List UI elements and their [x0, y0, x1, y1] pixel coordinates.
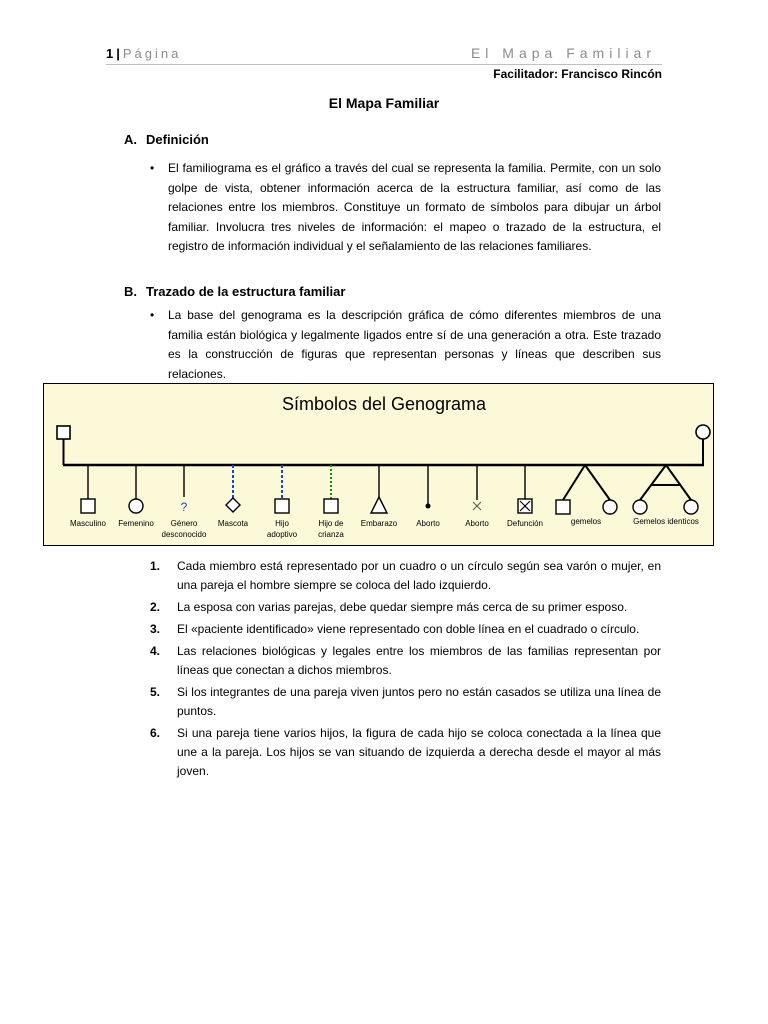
father-square-icon [57, 426, 70, 439]
female-circle-icon [129, 499, 143, 513]
section-a-bullet [150, 159, 661, 257]
label-adoptivo-line2: adoptivo [266, 530, 298, 539]
section-b-letter: B. [124, 284, 137, 299]
list-item-number: 2. [150, 600, 161, 614]
document-title: El Mapa Familiar [328, 95, 440, 111]
label-defuncion: Defunción [506, 519, 544, 528]
twins-branch-right [585, 465, 610, 500]
label-adoptivo-line1: Hijo [275, 519, 289, 528]
section-b-title: Trazado de la estructura familiar [146, 284, 346, 299]
list-item-number: 3. [150, 622, 161, 636]
identical-twin-circle-icon-left [633, 500, 647, 514]
list-item-text: La esposa con varias parejas, debe quedar siempre más cerca de su primer esposo. [177, 600, 628, 614]
identical-twins-branch-left [640, 465, 666, 500]
label-genero-line2: desconocido [161, 530, 207, 539]
list-item [150, 724, 661, 781]
label-embarazo: Embarazo [360, 519, 398, 528]
label-mascota: Mascota [217, 519, 249, 528]
list-item-text: Si una pareja tiene varios hijos, la figura de cada hijo se coloca conectada a la línea que une a la pareja. Los hijos se van situando de izquierda a derecha desde el mayor al más joven. [177, 726, 661, 778]
identical-twins-branch-right [666, 465, 691, 500]
list-item [150, 683, 661, 721]
unknown-gender-icon: ? [180, 500, 188, 514]
page-number: 1 [106, 46, 114, 61]
page-separator: | [116, 46, 120, 61]
label-aborto-1: Aborto [416, 519, 440, 528]
label-gemelos-identicos: Gemelos identicos [633, 517, 699, 526]
section-a-title: Definición [146, 132, 209, 147]
section-a-heading [124, 132, 209, 147]
section-a-letter: A. [124, 132, 137, 147]
list-item-text: Cada miembro está representado por un cuadro o un círculo según sea varón o mujer, en una pareja el hombre siempre se coloca del lado izquierdo. [177, 559, 661, 592]
section-b-bullet-text: La base del genograma es la descripción gráfica de cómo diferentes miembros de una familia están biológica y legalmente ligados entre sí de una generación a otra. Este trazado es la construcción de figuras que representan personas y líneas que describen sus relaciones. [168, 308, 661, 381]
list-item-number: 5. [150, 685, 161, 699]
section-a-bullet-text: El familiograma es el gráfico a través del cual se representa la familia. Permite, con un solo golpe de vista, obtener información acerca de la estructura familiar, así como de las relaciones entre los miembros. Constituye un formato de símbolos para dibujar un árbol familiar. Involucra tres niveles de información: el mapeo o trazado de la estructura, el registro de información individual y el señalamiento de las relaciones familiares. [168, 161, 661, 253]
twin-female-circle-icon [603, 500, 617, 514]
foster-child-square-icon [324, 499, 338, 513]
header-doc-title: El Mapa Familiar [470, 45, 656, 61]
list-item [150, 642, 661, 680]
header-divider [106, 64, 662, 65]
list-item [150, 620, 661, 639]
label-crianza-line1: Hijo de [318, 519, 344, 528]
pregnancy-triangle-icon [371, 497, 387, 513]
header-facilitator: Facilitador: Francisco Rincón [493, 67, 662, 81]
identical-twin-circle-icon-right [684, 500, 698, 514]
list-item [150, 557, 661, 595]
list-item [150, 598, 661, 617]
label-femenino: Femenino [118, 519, 154, 528]
rules-list [150, 557, 661, 784]
mother-circle-icon [696, 425, 710, 439]
bullet-marker: • [150, 161, 155, 175]
twins-branch-left [563, 465, 585, 500]
miscarriage-dot-icon [426, 504, 431, 509]
list-item-number: 1. [150, 559, 161, 573]
list-item-text: Las relaciones biológicas y legales entre los miembros de las familias representan por líneas que conectan a dichos miembros. [177, 644, 661, 677]
genogram-diagram [44, 384, 713, 545]
pet-diamond-icon [226, 498, 240, 512]
section-b-bullet [150, 306, 661, 384]
bullet-marker: • [150, 308, 155, 322]
list-item-number: 6. [150, 726, 161, 740]
label-crianza-line2: crianza [318, 530, 344, 539]
label-gemelos: gemelos [570, 517, 602, 526]
twin-male-square-icon [556, 500, 570, 514]
list-item-number: 4. [150, 644, 161, 658]
male-square-icon [81, 499, 95, 513]
label-aborto-2: Aborto [465, 519, 489, 528]
section-b-heading [124, 284, 345, 299]
genogram-title: Símbolos del Genograma [281, 394, 487, 414]
list-item-text: El «paciente identificado» viene representado con doble línea en el cuadrado o círculo. [177, 622, 640, 636]
label-genero-line1: Género [170, 519, 198, 528]
adopted-child-square-icon [275, 499, 289, 513]
page-label: Página [122, 46, 182, 61]
list-item-text: Si los integrantes de una pareja viven juntos pero no están casados se utiliza una línea de puntos. [177, 685, 661, 718]
label-masculino: Masculino [69, 519, 107, 528]
page-header-number [106, 46, 181, 61]
genogram-symbols-figure [43, 383, 714, 546]
